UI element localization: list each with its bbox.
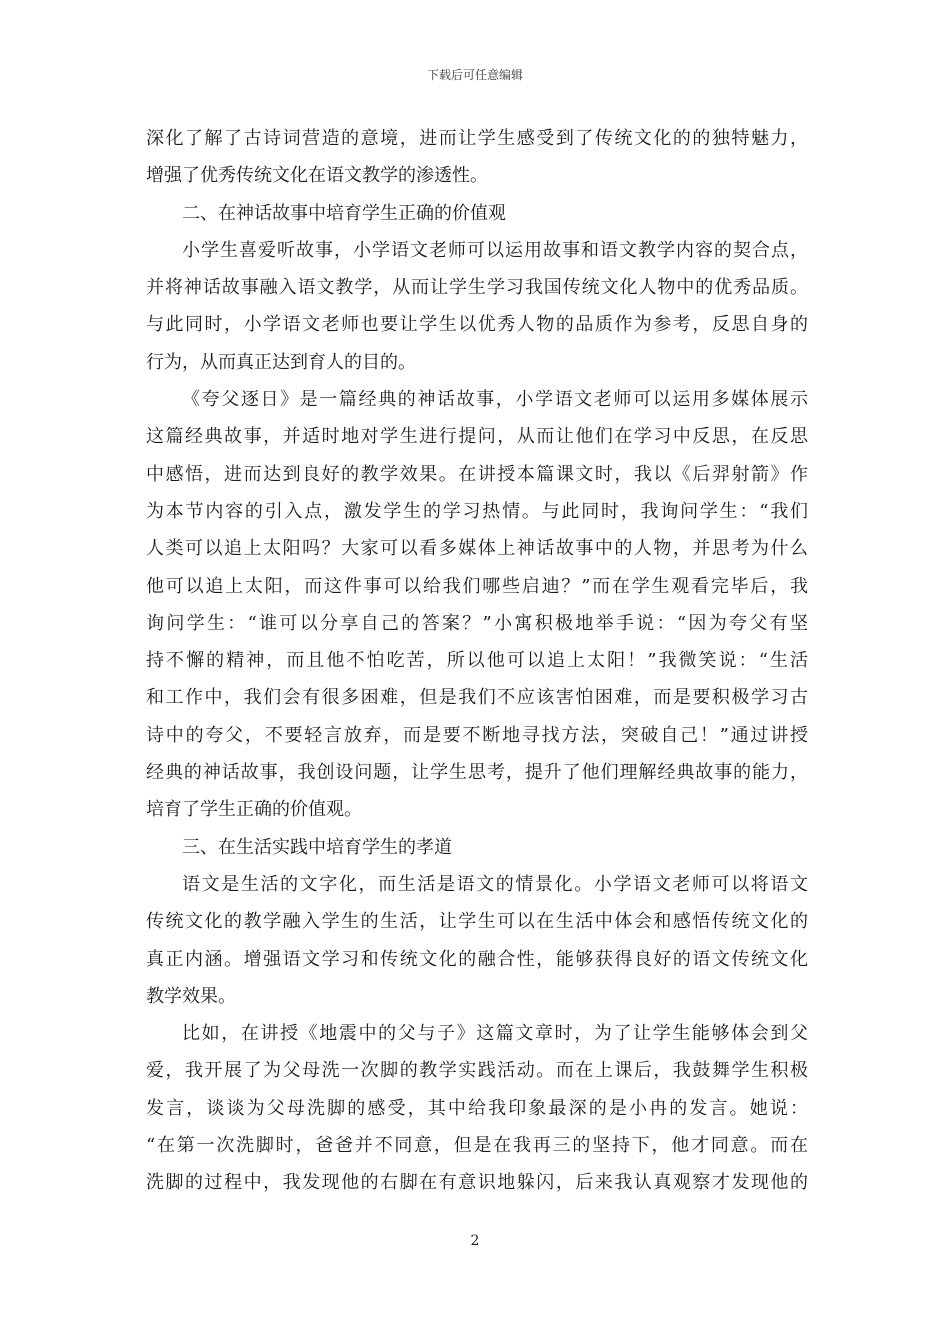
- text-line: 传统文化的教学融入学生的生活，让学生可以在生活中体会和感悟传统文化的: [146, 911, 808, 933]
- page-header: 下载后可任意编辑: [426, 68, 523, 82]
- page-number: 2: [470, 1233, 480, 1249]
- text-line: 增强了优秀传统文化在语文教学的渗透性。: [146, 165, 488, 187]
- text-line: 这篇经典故事，并适时地对学生进行提问，从而让他们在学习中反思，在反思: [146, 426, 808, 448]
- text-line: 二、在神话故事中培育学生正确的价值观: [182, 202, 506, 224]
- text-line: 中感悟，进而达到良好的教学效果。在讲授本篇课文时，我以《后羿射箭》作: [146, 463, 808, 485]
- text-line: 比如，在讲授《地震中的父与子》这篇文章时，为了让学生能够体会到父: [182, 1023, 808, 1045]
- text-line: 发言，谈谈为父母洗脚的感受，其中给我印象最深的是小冉的发言。她说：: [146, 1097, 808, 1119]
- text-line: 小学生喜爱听故事，小学语文老师可以运用故事和语文教学内容的契合点，: [182, 239, 808, 261]
- document-body: [146, 120, 808, 1202]
- text-line: 三、在生活实践中培育学生的孝道: [182, 836, 452, 858]
- text-line: 诗中的夸父，不要轻言放弃，而是要不断地寻找方法，突破自己！”通过讲授: [146, 724, 808, 746]
- text-line: 教学效果。: [146, 985, 236, 1007]
- text-line: 经典的神话故事，我创设问题，让学生思考，提升了他们理解经典故事的能力，: [146, 762, 808, 784]
- text-line: 行为，从而真正达到育人的目的。: [146, 351, 416, 373]
- text-line: 人类可以追上太阳吗？大家可以看多媒体上神话故事中的人物，并思考为什么: [146, 538, 808, 560]
- text-line: 持不懈的精神，而且他不怕吃苦，所以他可以追上太阳！”我微笑说：“生活: [146, 650, 808, 672]
- text-line: 与此同时，小学语文老师也要让学生以优秀人物的品质作为参考，反思自身的: [146, 314, 808, 336]
- text-line: 《夸父逐日》是一篇经典的神话故事，小学语文老师可以运用多媒体展示: [182, 389, 808, 411]
- text-line: 洗脚的过程中，我发现他的右脚在有意识地躲闪，后来我认真观察才发现他的: [146, 1172, 808, 1194]
- text-line: 真正内涵。增强语文学习和传统文化的融合性，能够获得良好的语文传统文化: [146, 948, 808, 970]
- text-line: 和工作中，我们会有很多困难，但是我们不应该害怕困难，而是要积极学习古: [146, 687, 808, 709]
- text-line: 他可以追上太阳，而这件事可以给我们哪些启迪？”而在学生观看完毕后，我: [146, 575, 808, 597]
- text-line: 并将神话故事融入语文教学，从而让学生学习我国传统文化人物中的优秀品质。: [146, 277, 808, 299]
- text-line: 深化了解了古诗词营造的意境，进而让学生感受到了传统文化的的独特魅力，: [146, 128, 808, 149]
- text-line: 爱，我开展了为父母洗一次脚的教学实践活动。而在上课后，我鼓舞学生积极: [146, 1060, 808, 1082]
- text-line: “在第一次洗脚时，爸爸并不同意，但是在我再三的坚持下，他才同意。而在: [146, 1135, 808, 1157]
- text-line: 询问学生：“谁可以分享自己的答案？”小寓积极地举手说：“因为夸父有坚: [146, 612, 808, 634]
- text-line: 为本节内容的引入点，激发学生的学习热情。与此同时，我询问学生：“我们: [146, 500, 808, 522]
- text-line: 语文是生活的文字化，而生活是语文的情景化。小学语文老师可以将语文: [182, 873, 808, 895]
- text-line: 培育了学生正确的价值观。: [146, 799, 362, 821]
